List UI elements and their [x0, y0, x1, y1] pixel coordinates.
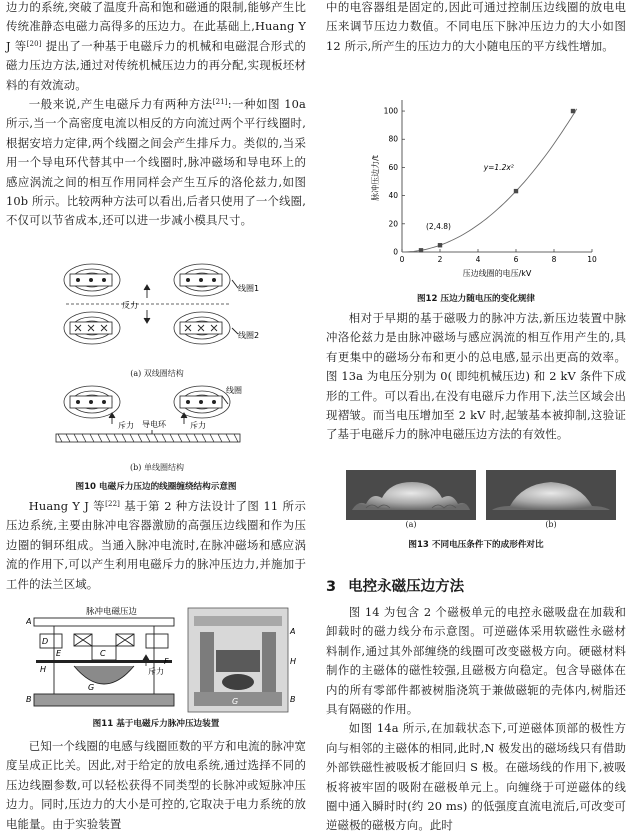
fig11-label-e: E — [56, 649, 62, 658]
x-tick-label: 8 — [551, 255, 557, 264]
conductive-ring — [56, 434, 240, 442]
data-point — [438, 243, 442, 247]
right-text-block-3 — [326, 603, 626, 836]
figure-11-diagram — [26, 604, 298, 714]
y-tick-label: 100 — [383, 106, 398, 116]
y-tick-label: 60 — [388, 162, 398, 172]
right-text-block-2 — [326, 309, 626, 445]
figure-10-caption: 图10 电磁斥力压边的线圈缠绕结构示意图 — [75, 482, 237, 492]
figure-10a-subcaption: (a) 双线圈结构 — [130, 369, 184, 378]
pressure-vs-voltage-chart — [346, 88, 606, 288]
citation-ref: [21] — [212, 98, 228, 107]
coil-label-b: 线圈 — [226, 386, 242, 395]
paragraph: 图 14 为包含 2 个磁极单元的电控永磁吸盘在加载和卸载时的磁力线分布示意图。可逆磁体采用软磁性永磁材料制作,通过其外部缠绕的线圈可改变磁极方向。硬磁材料制作的主磁体的磁性较强,且磁极方向稳定。包含导磁体在内的所有零部件都被树脂浇筑于兼做磁轭的壳体内,树脂还具有隔磁的作用。 — [326, 605, 626, 717]
y-tick-label: 0 — [393, 247, 398, 257]
paragraph: 如图 14a 所示,在加载状态下,可逆磁体顶部的极性方向与相邻的主磁体的相同,此时,N 极发出的磁场线只有借助外部铁磁性被吸板才能回归 S 极。在磁场线的作用下,被吸板将被牢固的吸附在磁极单元上。向缠绕于可逆磁体的线圈中通入瞬时时(约 20 ms) 的低强度直流电流后,可改变可逆磁极的磁极方向。此时 — [326, 721, 626, 833]
workpiece-photo-a — [346, 470, 476, 520]
paragraph — [6, 0, 306, 95]
data-point — [571, 109, 575, 113]
data-point — [514, 189, 518, 193]
fig11-label-c: C — [100, 649, 106, 658]
paragraph: 中的电容器组是固定的,因此可通过控制压边线圈的放电电压来调节压边力数值。不同电压下脉冲压边力的大小如图 12 所示,所产生的压边力的大小随电压的平方线性增加。 — [326, 0, 626, 53]
ring-label: 导电环 — [142, 420, 166, 429]
fig11-label-g: G — [88, 683, 95, 692]
paragraph — [6, 497, 306, 594]
section-title: 电控永磁压边方法 — [348, 579, 465, 595]
x-tick-label: 0 — [399, 255, 405, 264]
force-label-b-right: 斥力 — [190, 421, 206, 430]
fig11-label-b: B — [26, 695, 32, 704]
figure-13a-subcaption: (a) — [405, 520, 417, 529]
fig11-label-d: D — [42, 637, 49, 646]
y-tick-label: 80 — [388, 134, 398, 144]
fig11-label-a: A — [26, 617, 32, 626]
citation-ref: [20] — [26, 39, 42, 48]
left-text-block-2 — [6, 497, 306, 594]
y-axis-label: 脉冲压边力/t — [371, 155, 380, 201]
x-axis-label: 压边线圈的电压/kV — [462, 269, 532, 278]
paragraph: 相对于早期的基于磁吸力的脉冲方法,新压边装置中脉冲洛伦兹力是由脉冲磁场与感应涡流的相互作用产生的,具有更集中的磁场分布和更小的总电感,显示出更高的效率。图 13a 为电压分别为 0( 即纯机械压边) 和 2 kV 条件下成形的工件。可以看出,在没有电磁斥力作用下,法兰区域会出现褶皱。而当电压增加至 2 kV 时,起皱基本被抑制,这验证了基于电磁斥力的脉冲电磁压边方法的有效性。 — [326, 311, 626, 442]
chart-ticks — [384, 107, 597, 264]
y-tick-label: 20 — [388, 219, 398, 229]
point-annotation: (2,4.8) — [426, 222, 451, 232]
data-point — [419, 248, 423, 252]
fig11-photo-label-h: H — [290, 657, 297, 666]
x-tick-label: 4 — [475, 255, 481, 264]
fig11-top-label: 脉冲电磁压边 — [86, 607, 138, 617]
x-tick-label: 6 — [513, 255, 519, 264]
workpiece-photo-b — [486, 470, 616, 520]
fig11-photo-label-a: A — [290, 627, 296, 636]
fit-annotation: y=1.2x² — [483, 163, 514, 173]
figure-11-caption: 图11 基于电磁斥力脉冲压边装置 — [92, 719, 220, 729]
paragraph-text: 边力的系统,突破了温度升高和饱和磁通的限制,能够产生比传统准静态电磁力高得多的压边力。在此基础上,Huang Y J 等 — [6, 0, 306, 53]
sheet-blank — [36, 660, 172, 663]
right-text-block-1 — [326, 0, 626, 56]
force-label-a: 反力 — [122, 301, 138, 310]
paragraph-text: 提出了一种基于电磁斥力的机械和电磁混合形式的磁力压边方法,通过对传统机械压边力的再分配,实现板坯材料的有效流动。 — [6, 38, 306, 92]
paragraph-text: Huang Y J 等 — [28, 499, 106, 513]
x-tick-label: 10 — [587, 255, 597, 264]
left-text-block-1 — [6, 0, 306, 231]
citation-ref: [22] — [105, 500, 121, 508]
left-text-block-3 — [6, 737, 306, 834]
figure-12 — [346, 88, 606, 288]
fig11-photo-label-b: B — [290, 695, 296, 704]
fig11-force-label: 斥力 — [148, 667, 164, 676]
figure-10b-subcaption: (b) 单线圈结构 — [130, 463, 184, 472]
section-number: 3 — [326, 579, 337, 595]
paragraph-text: :一种如图 10a 所示,当一个高密度电流以相反的方向流过两个平行线圈时,根据安培力定律,两个线圈之间会产生排斥力。类似的,当采用一个导电环代替其中一个线圈时,脉冲磁场和导电环上的感应涡流之间的相互作用同样会产生互斥的洛伦兹力,如图 10b 所示。比较两种方法可以看出,后者只使用了一个线圈,不仅可以节省成本,还可以进一步减小模具尺寸。 — [6, 97, 306, 228]
fig11-label-f: F — [164, 657, 169, 666]
figure-13b-subcaption: (b) — [545, 520, 557, 529]
x-tick-label: 2 — [437, 255, 443, 264]
coil2-label: 线圈2 — [238, 331, 260, 340]
paragraph-text: 一般来说,产生电磁斥力有两种方法 — [28, 97, 213, 112]
paragraph: 已知一个线圈的电感与线圈匝数的平方和电流的脉冲宽度呈成正比关。因此,对于给定的放电系统,通过选择不同的压边线圈参数,可以轻松获得不同类型的长脉冲或短脉冲压边力。同时,压边力的大小是可控的,它取决于电力系统的放电能量。由于实验装置 — [6, 739, 306, 831]
y-tick-label: 40 — [388, 191, 398, 201]
figure-11 — [26, 604, 298, 714]
force-label-b-left: 斥力 — [118, 421, 134, 430]
coil1-label: 线圈1 — [238, 284, 260, 293]
fig11-label-h: H — [40, 665, 47, 674]
paragraph-text: 基于第 2 种方法设计了图 11 所示压边系统,主要由脉冲电容器激励的高强压边线圈和作为压边圈的铜环组成。当通入脉冲电流时,在脉冲磁场和感应涡流的作用下,可以产生利用电磁斥力的脉冲压边力,并施加于工件的法兰区域。 — [6, 499, 306, 591]
fig11-photo-label-g: G — [232, 697, 239, 706]
section-heading — [326, 575, 464, 596]
figure-13-caption: 图13 不同电压条件下的成形件对比 — [408, 540, 544, 550]
paragraph — [6, 95, 306, 231]
figure-12-caption: 图12 压边力随电压的变化规律 — [416, 294, 536, 304]
